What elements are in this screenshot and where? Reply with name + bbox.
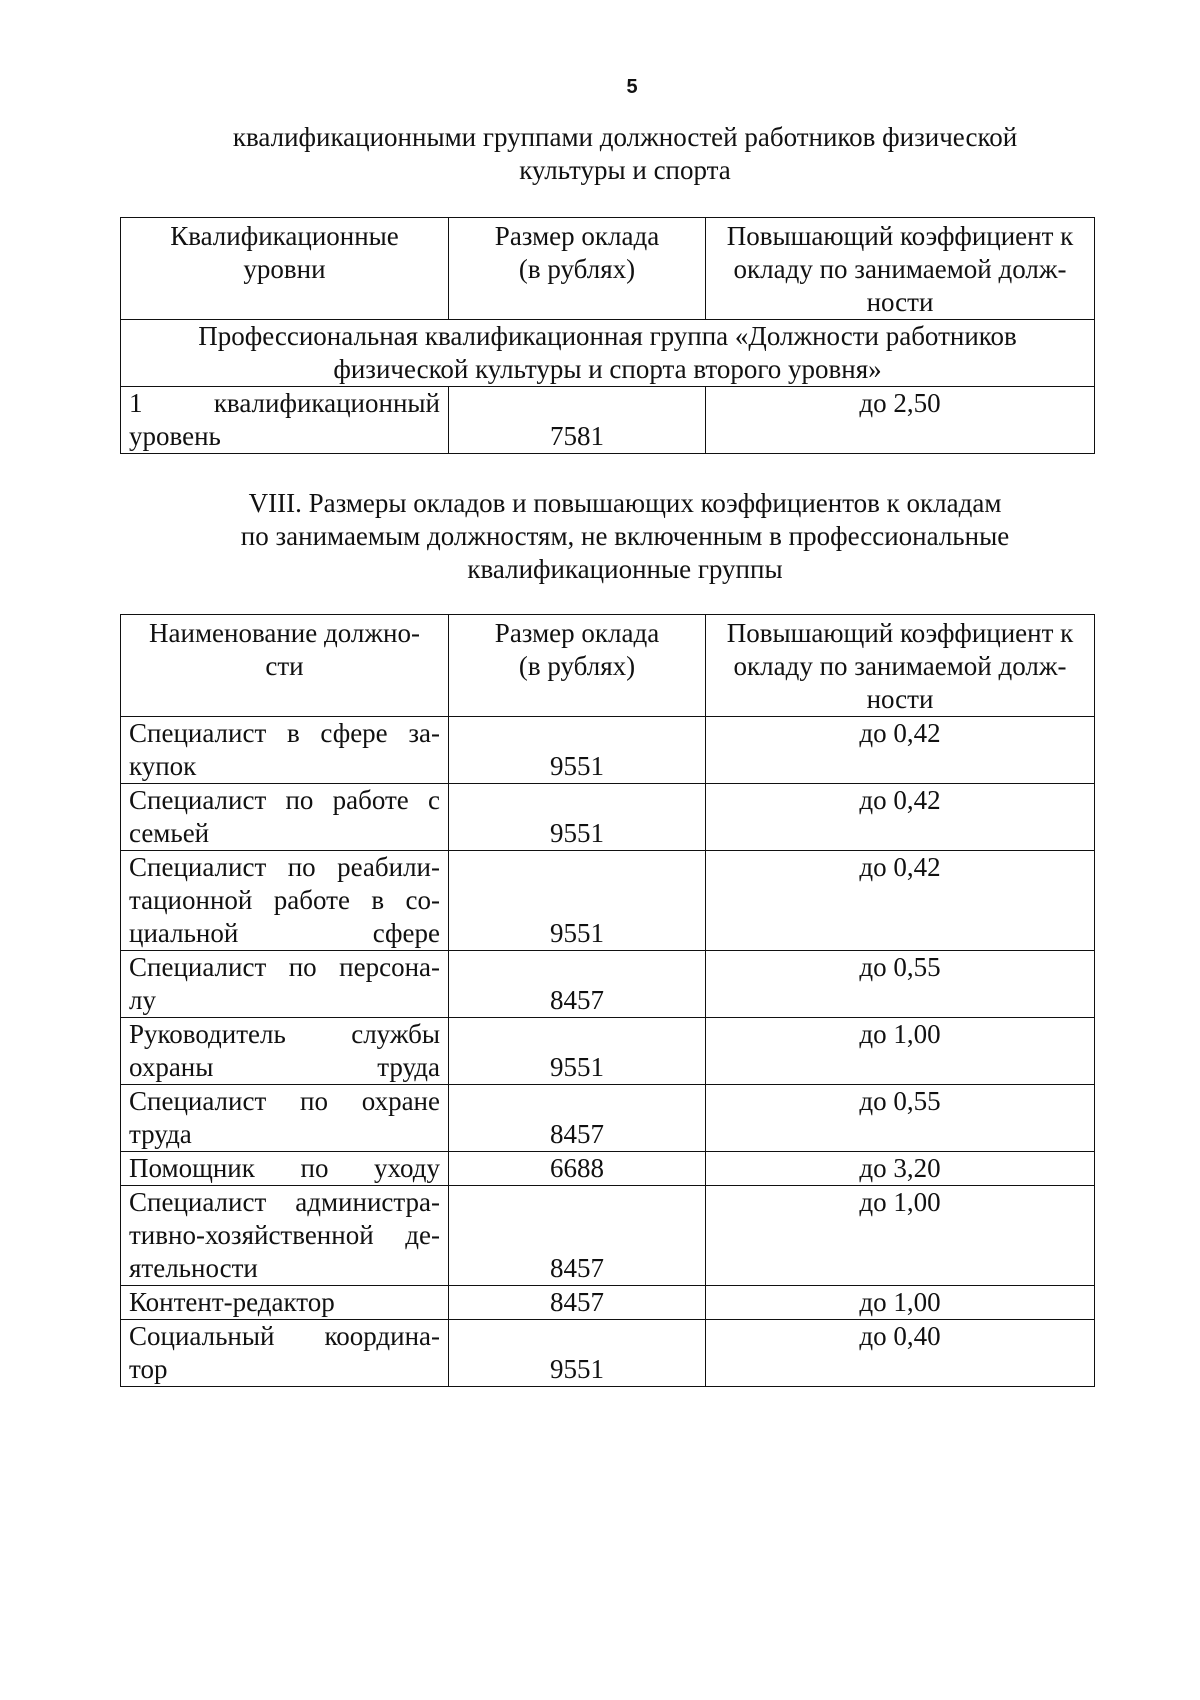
physical-culture-salary-table — [120, 217, 1095, 454]
coefficient-cell: до 1,00 — [706, 1186, 1095, 1286]
qualification-level-cell: 1 квалификационный уровень — [121, 387, 449, 454]
heading-line: квалификационные группы — [467, 554, 783, 584]
salary-cell: 8457 — [449, 1085, 706, 1152]
coefficient-cell: до 1,00 — [706, 1018, 1095, 1085]
table-row — [121, 784, 1095, 851]
salary-cell: 9551 — [449, 1320, 706, 1387]
position-name-cell: Специалист в сфере за- купок — [121, 717, 449, 784]
salary-cell: 9551 — [449, 851, 706, 951]
coefficient-cell: до 0,42 — [706, 717, 1095, 784]
heading-line: квалификационными группами должностей работников физической — [232, 122, 1018, 152]
position-name-cell: Специалист администра- тивно-хозяйственной де- ятельности — [121, 1186, 449, 1286]
header-salary: Размер оклада (в рублях) — [449, 218, 706, 320]
heading-line: культуры и спорта — [519, 155, 731, 185]
table-row — [121, 1320, 1095, 1387]
position-name-cell: Контент-редактор — [121, 1286, 449, 1320]
salary-cell: 9551 — [449, 1018, 706, 1085]
position-name-cell: Специалист по охране труда — [121, 1085, 449, 1152]
header-salary: Размер оклада (в рублях) — [449, 615, 706, 717]
heading-line: VIII. Размеры окладов и повышающих коэффициентов к окладам — [248, 488, 1002, 518]
section-8-heading — [120, 487, 1130, 586]
table-row — [121, 1085, 1095, 1152]
salary-cell: 8457 — [449, 951, 706, 1018]
page-number: 5 — [626, 76, 638, 98]
table-row — [121, 1286, 1095, 1320]
header-position-name: Наименование должно- сти — [121, 615, 449, 717]
table-row — [121, 951, 1095, 1018]
salary-cell: 9551 — [449, 717, 706, 784]
position-name-cell: Руководитель службы охраны труда — [121, 1018, 449, 1085]
coefficient-cell: до 0,42 — [706, 851, 1095, 951]
table-row — [121, 717, 1095, 784]
table-row — [121, 851, 1095, 951]
coefficient-cell: до 0,55 — [706, 951, 1095, 1018]
position-name-cell: Помощник по уходу — [121, 1152, 449, 1186]
header-coefficient: Повышающий коэффициент к окладу по занимаемой долж- ности — [706, 218, 1095, 320]
table-row — [121, 387, 1095, 454]
non-group-positions-salary-table — [120, 614, 1095, 1387]
table-header-row — [121, 615, 1095, 717]
salary-cell: 8457 — [449, 1286, 706, 1320]
table-row — [121, 1186, 1095, 1286]
coefficient-cell: до 0,40 — [706, 1320, 1095, 1387]
position-name-cell: Специалист по работе с семьей — [121, 784, 449, 851]
section-7-heading-continuation — [120, 121, 1130, 187]
salary-cell: 6688 — [449, 1152, 706, 1186]
coefficient-cell: до 1,00 — [706, 1286, 1095, 1320]
coefficient-cell: до 0,42 — [706, 784, 1095, 851]
header-qualification-levels: Квалификационные уровни — [121, 218, 449, 320]
coefficient-cell: до 2,50 — [706, 387, 1095, 454]
header-coefficient: Повышающий коэффициент к окладу по занимаемой долж- ности — [706, 615, 1095, 717]
salary-cell: 9551 — [449, 784, 706, 851]
position-name-cell: Социальный координа- тор — [121, 1320, 449, 1387]
position-name-cell: Специалист по реабили- тационной работе в со- циальной сфере — [121, 851, 449, 951]
coefficient-cell: до 3,20 — [706, 1152, 1095, 1186]
professional-group-title: Профессиональная квалификационная группа «Должности работников физической культуры и спорта второго уровня» — [121, 320, 1095, 387]
salary-cell: 8457 — [449, 1186, 706, 1286]
table-row — [121, 1152, 1095, 1186]
heading-line: по занимаемым должностям, не включенным в профессиональные — [240, 521, 1010, 551]
table-row — [121, 1018, 1095, 1085]
table-body — [121, 717, 1095, 1387]
coefficient-cell: до 0,55 — [706, 1085, 1095, 1152]
position-name-cell: Специалист по персона- лу — [121, 951, 449, 1018]
group-header-row — [121, 320, 1095, 387]
salary-cell: 7581 — [449, 387, 706, 454]
table-header-row — [121, 218, 1095, 320]
